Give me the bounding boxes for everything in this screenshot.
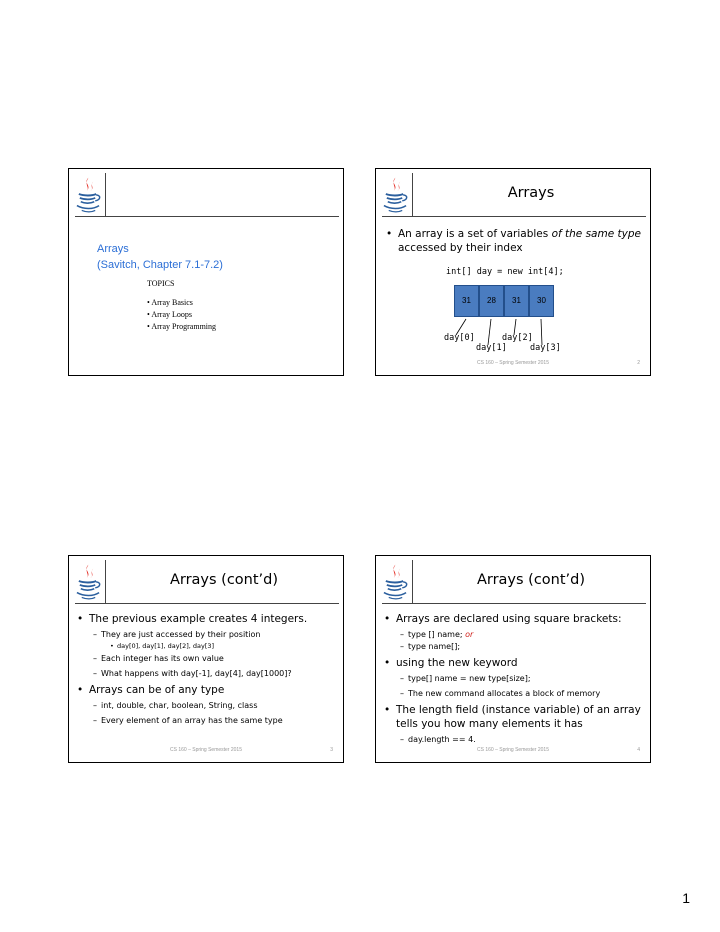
slide-4-title: Arrays (cont’d) [476,572,586,588]
header-divider-horizontal [382,603,646,604]
index-arrows [376,169,651,376]
bullet-level-2: – Every element of an array has the same type [77,715,337,727]
bullet-level-1: • The previous example creates 4 integers. [77,612,337,626]
slide-2-title: Arrays [507,185,555,201]
topic-item: • Array Loops [147,310,193,319]
bullet-level-1: • using the new keyword [384,656,644,670]
topics-label: TOPICS [147,279,175,288]
bullet-level-1: • The length field (instance variable) of an array tells you how many elements it has [384,703,644,731]
arrow-day1 [488,319,491,345]
slide-3 [68,555,344,763]
code-line: int[] day = new int[4]; [446,267,564,277]
index-label: day[0] [444,333,475,343]
bullet-level-2: – Each integer has its own value [77,653,337,665]
bullet-level-1: • Arrays are declared using square brackets: [384,612,644,626]
page-number: 1 [682,890,690,906]
header-divider-vertical [412,560,413,604]
arrow-day3 [541,319,542,345]
slide-footer: CS 160 – Spring Semester 2015 [170,747,242,753]
header-divider-horizontal [75,216,339,217]
bullet-level-2: – day.length == 4. [384,734,644,746]
slide-1-subtitle: (Savitch, Chapter 7.1-7.2) [97,259,223,271]
bullet-level-2: – type [] name; or [384,629,644,641]
header-divider-vertical [105,173,106,217]
slide-number: 4 [637,747,640,753]
header-divider-horizontal [75,603,339,604]
slide-number: 2 [637,360,640,366]
bullet-level-2: – type name[]; [384,641,644,653]
slide-2 [375,168,651,376]
slide-number: 3 [330,747,333,753]
array-cell: 30 [529,285,554,317]
slide-1 [68,168,344,376]
java-logo-icon [382,562,408,602]
header-divider-vertical [105,560,106,604]
java-logo-icon [75,562,101,602]
slide-footer: CS 160 – Spring Semester 2015 [477,360,549,366]
bullet-level-3: • day[0], day[1], day[2], day[3] [77,641,337,651]
array-cell: 31 [454,285,479,317]
array-cell: 31 [504,285,529,317]
bullet-level-2: – int, double, char, boolean, String, class [77,700,337,712]
java-logo-icon [75,175,101,215]
or-emphasis: or [465,630,474,639]
bullet-level-2: – What happens with day[-1], day[4], day[1000]? [77,668,337,680]
bullet-level-2: – type[] name = new type[size]; [384,673,644,685]
topic-item: • Array Basics [147,298,193,307]
slide-4-content [384,612,644,746]
slide-3-content [77,612,337,727]
topic-item: • Array Programming [147,322,217,331]
bullet-level-1: • Arrays can be of any type [77,683,337,697]
slide-3-title: Arrays (cont’d) [169,572,279,588]
index-label: day[1] [476,343,507,353]
bullet-level-2: – They are just accessed by their position [77,629,337,641]
slide-footer: CS 160 – Spring Semester 2015 [477,747,549,753]
bullet-level-2: – The new command allocates a block of memory [384,688,644,700]
array-cell: 28 [479,285,504,317]
slide-1-title: Arrays [97,243,129,255]
slide-2-bullet: • An array is a set of variables of the same type accessed by their index [386,227,642,255]
index-label: day[2] [502,333,533,343]
topics-list [147,297,216,333]
index-label: day[3] [530,343,561,353]
slide-4 [375,555,651,763]
